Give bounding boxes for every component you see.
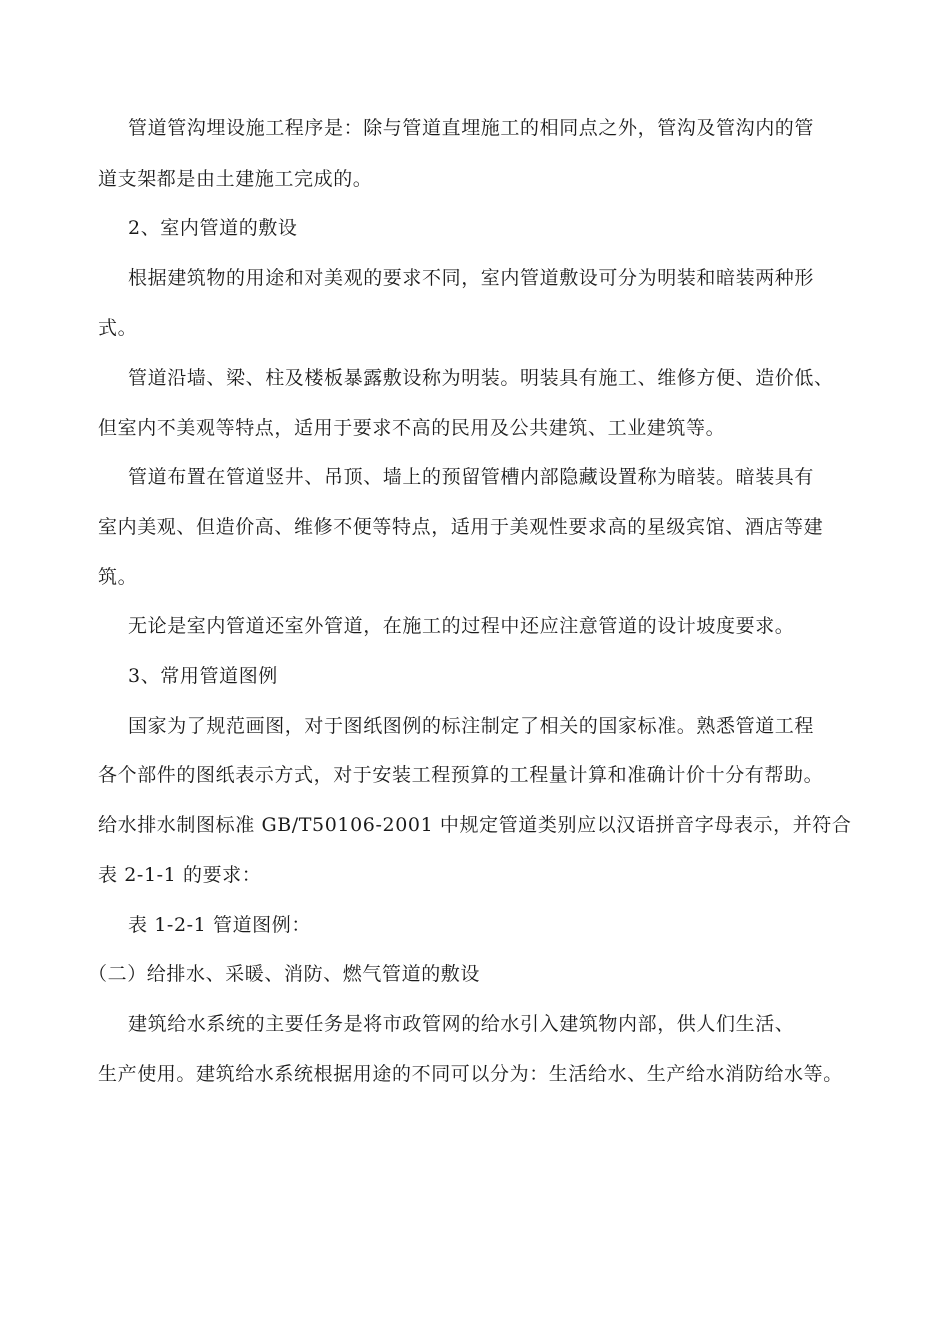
section-heading: 2、室内管道的敷设 <box>128 217 298 239</box>
paragraph-line: 式。 <box>98 317 138 339</box>
paragraph-line: 根据建筑物的用途和对美观的要求不同，室内管道敷设可分为明装和暗装两种形 <box>128 267 815 289</box>
paragraph-line: 各个部件的图纸表示方式，对于安装工程预算的工程量计算和准确计价十分有帮助。 <box>98 764 824 786</box>
section-heading: （二）给排水、采暖、消防、燃气管道的敷设 <box>88 963 481 985</box>
paragraph-line: 表 2-1-1 的要求： <box>98 864 262 886</box>
paragraph-line: 建筑给水系统的主要任务是将市政管网的给水引入建筑物内部，供人们生活、 <box>128 1013 795 1035</box>
paragraph-line: 但室内不美观等特点，适用于要求不高的民用及公共建筑、工业建筑等。 <box>98 417 726 439</box>
paragraph-line: 给水排水制图标准 GB/T50106-2001 中规定管道类别应以汉语拼音字母表示，并符合 <box>98 814 852 836</box>
paragraph-line: 室内美观、但造价高、维修不便等特点，适用于美观性要求高的星级宾馆、酒店等建 <box>98 516 824 538</box>
paragraph-line: 管道布置在管道竖井、吊顶、墙上的预留管槽内部隐藏设置称为暗装。暗装具有 <box>128 466 815 488</box>
section-heading: 3、常用管道图例 <box>128 665 278 687</box>
paragraph-line: 筑。 <box>98 566 138 588</box>
table-caption: 表 1-2-1 管道图例： <box>128 914 311 936</box>
paragraph-line: 管道管沟埋设施工程序是：除与管道直埋施工的相同点之外，管沟及管沟内的管 <box>128 117 815 139</box>
paragraph-line: 无论是室内管道还室外管道，在施工的过程中还应注意管道的设计坡度要求。 <box>128 615 795 637</box>
paragraph-line: 道支架都是由土建施工完成的。 <box>98 168 373 190</box>
paragraph-line: 管道沿墙、梁、柱及楼板暴露敷设称为明装。明装具有施工、维修方便、造价低、 <box>128 367 834 389</box>
paragraph-line: 生产使用。建筑给水系统根据用途的不同可以分为：生活给水、生产给水消防给水等。 <box>98 1063 843 1085</box>
paragraph-line: 国家为了规范画图，对于图纸图例的标注制定了相关的国家标准。熟悉管道工程 <box>128 715 815 737</box>
